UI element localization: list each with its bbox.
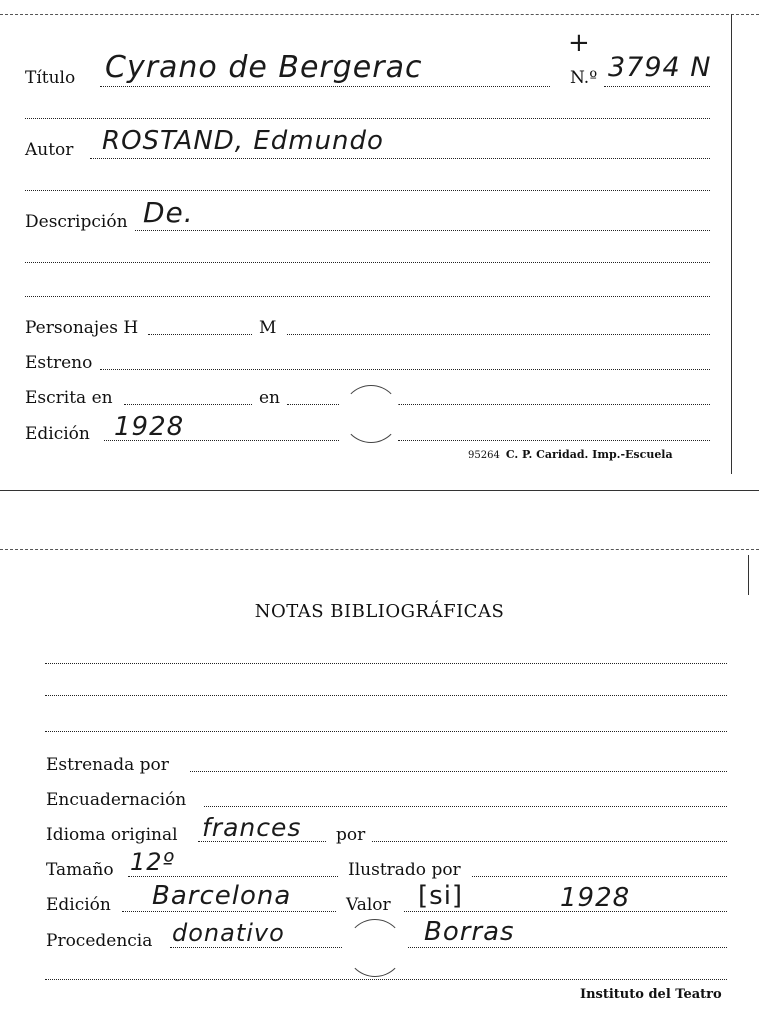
notas-rule-1	[45, 663, 727, 664]
notas-rule-3	[45, 731, 727, 732]
titulo-label: Título	[25, 68, 76, 88]
escrita-en-label: en	[259, 388, 281, 408]
blank-rule-2	[25, 190, 710, 191]
edicion-label: Edición	[25, 424, 90, 444]
personajes-m-label: M	[259, 318, 277, 338]
descripcion-value: De.	[143, 196, 194, 229]
blank-rule-4	[25, 296, 710, 297]
procedencia-rule-b	[408, 947, 727, 948]
blank-rule-1	[25, 118, 710, 119]
notas-heading: NOTAS BIBLIOGRÁFICAS	[254, 601, 505, 622]
personajes-m-rule	[287, 334, 710, 335]
card-top-edge	[0, 14, 759, 15]
titulo-rule	[100, 86, 550, 87]
card-right-edge	[731, 14, 732, 474]
card-separator	[0, 490, 759, 491]
ilustrado-label: Ilustrado por	[348, 860, 461, 880]
edicion-back-label: Edición	[46, 895, 111, 915]
cross-mark: +	[568, 28, 591, 58]
escrita-label: Escrita en	[25, 388, 113, 408]
numero-label: N.º	[570, 68, 598, 88]
autor-value: ROSTAND, Edmundo	[102, 126, 384, 156]
catalog-card-back	[0, 545, 759, 1028]
escrita-en-rule-b	[398, 404, 710, 405]
autor-label: Autor	[25, 140, 74, 160]
procedencia-value: donativo	[172, 919, 285, 947]
blank-rule-3	[25, 262, 710, 263]
encuadernacion-label: Encuadernación	[46, 790, 187, 810]
edicion-rule-b	[398, 440, 710, 441]
tamano-rule	[128, 876, 338, 877]
card-back-right-edge	[748, 555, 749, 595]
procedencia-extra: Borras	[424, 917, 515, 947]
punch-hole-back	[346, 919, 404, 977]
printer-name: C. P. Caridad. Imp.-Escuela	[505, 448, 673, 461]
estreno-label: Estreno	[25, 353, 93, 373]
institution-footer: Instituto del Teatro	[580, 987, 722, 1002]
catalog-card-front	[0, 0, 759, 480]
autor-rule	[90, 158, 710, 159]
valor-value: [si]	[418, 881, 464, 911]
valor-label: Valor	[346, 895, 391, 915]
numero-rule	[604, 86, 710, 87]
procedencia-label: Procedencia	[46, 931, 153, 951]
procedencia-rule-a	[170, 947, 342, 948]
valor-year: 1928	[560, 883, 631, 913]
personajes-h-rule	[148, 334, 252, 335]
printer-code: 95264	[468, 450, 500, 461]
numero-value: 3794 N	[608, 52, 712, 83]
tamano-value: 12º	[130, 848, 175, 876]
escrita-rule	[124, 404, 252, 405]
por-rule	[372, 841, 727, 842]
punch-hole	[342, 385, 400, 443]
edicion-back-value: Barcelona	[152, 881, 292, 911]
tamano-label: Tamaño	[46, 860, 114, 880]
card-back-top-edge	[0, 549, 759, 550]
idioma-value: frances	[202, 813, 302, 842]
titulo-value: Cyrano de Bergerac	[105, 50, 423, 85]
notas-rule-2	[45, 695, 727, 696]
estreno-rule	[100, 369, 710, 370]
idioma-label: Idioma original	[46, 825, 178, 845]
procedencia-rule-c	[45, 979, 727, 980]
descripcion-label: Descripción	[25, 212, 128, 232]
estrenada-label: Estrenada por	[46, 755, 169, 775]
ilustrado-rule	[472, 876, 727, 877]
escrita-en-rule-a	[287, 404, 339, 405]
printer-imprint	[468, 448, 673, 461]
estrenada-rule	[190, 771, 727, 772]
edicion-value: 1928	[114, 412, 185, 442]
por-label: por	[336, 825, 366, 845]
encuadernacion-rule	[204, 806, 727, 807]
personajes-label: Personajes H	[25, 318, 139, 338]
descripcion-rule	[135, 230, 710, 231]
edicion-back-rule	[122, 911, 336, 912]
